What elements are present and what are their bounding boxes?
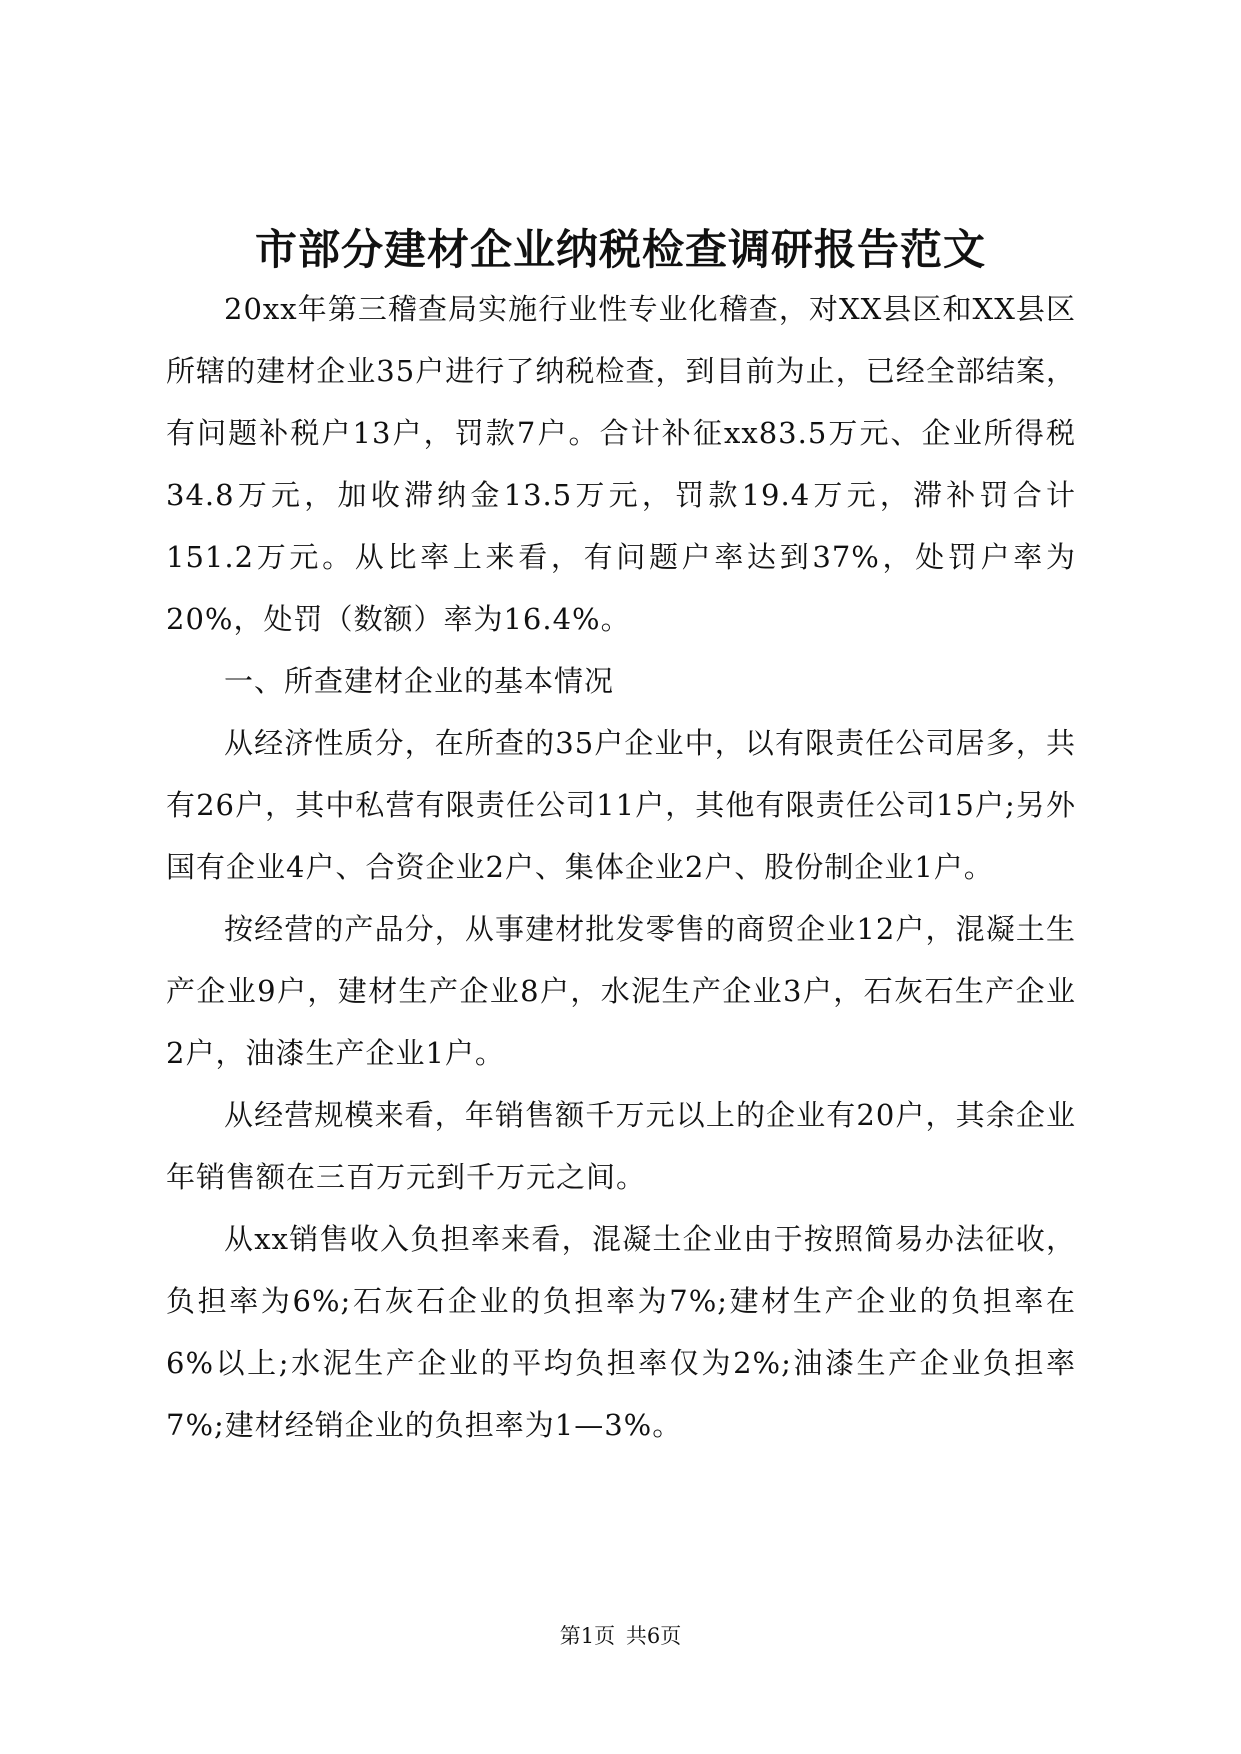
section-heading-basic-situation: 一、所查建材企业的基本情况	[224, 664, 615, 698]
page-total: 共6页	[625, 1624, 682, 1648]
page-number: 第1页	[559, 1624, 616, 1648]
paragraph-summary: 20xx年第三稽查局实施行业性专业化稽查，对XX县区和XX县区所辖的建材企业35户进行了纳税检查，到目前为止，已经全部结案，有问题补税户13户，罚款7户。合计补征xx83.5万元、企业所得税34.8万元，加收滞纳金13.5万元，罚款19.4万元，滞补罚合计151.2万元。从比率上来看，有问题户率达到37%，处罚户率为20%，处罚（数额）率为16.4%。	[166, 292, 1076, 636]
document-body	[166, 278, 1076, 1456]
document-title: 市部分建材企业纳税检查调研报告范文	[254, 225, 986, 274]
paragraph-economic-nature: 从经济性质分，在所查的35户企业中，以有限责任公司居多，共有26户，其中私营有限责任公司11户，其他有限责任公司15户;另外国有企业4户、合资企业2户、集体企业2户、股份制企业1户。	[166, 726, 1076, 884]
page-footer	[0, 1621, 1241, 1651]
paragraph-tax-burden: 从xx销售收入负担率来看，混凝土企业由于按照简易办法征收，负担率为6%;石灰石企业的负担率为7%;建材生产企业的负担率在6%以上;水泥生产企业的平均负担率仅为2%;油漆生产企业负担率7%;建材经销企业的负担率为1—3%。	[166, 1222, 1076, 1442]
paragraph-scale: 从经营规模来看，年销售额千万元以上的企业有20户，其余企业年销售额在三百万元到千万元之间。	[166, 1098, 1076, 1194]
paragraph-products: 按经营的产品分，从事建材批发零售的商贸企业12户，混凝土生产企业9户，建材生产企业8户，水泥生产企业3户，石灰石生产企业2户，油漆生产企业1户。	[166, 912, 1076, 1070]
